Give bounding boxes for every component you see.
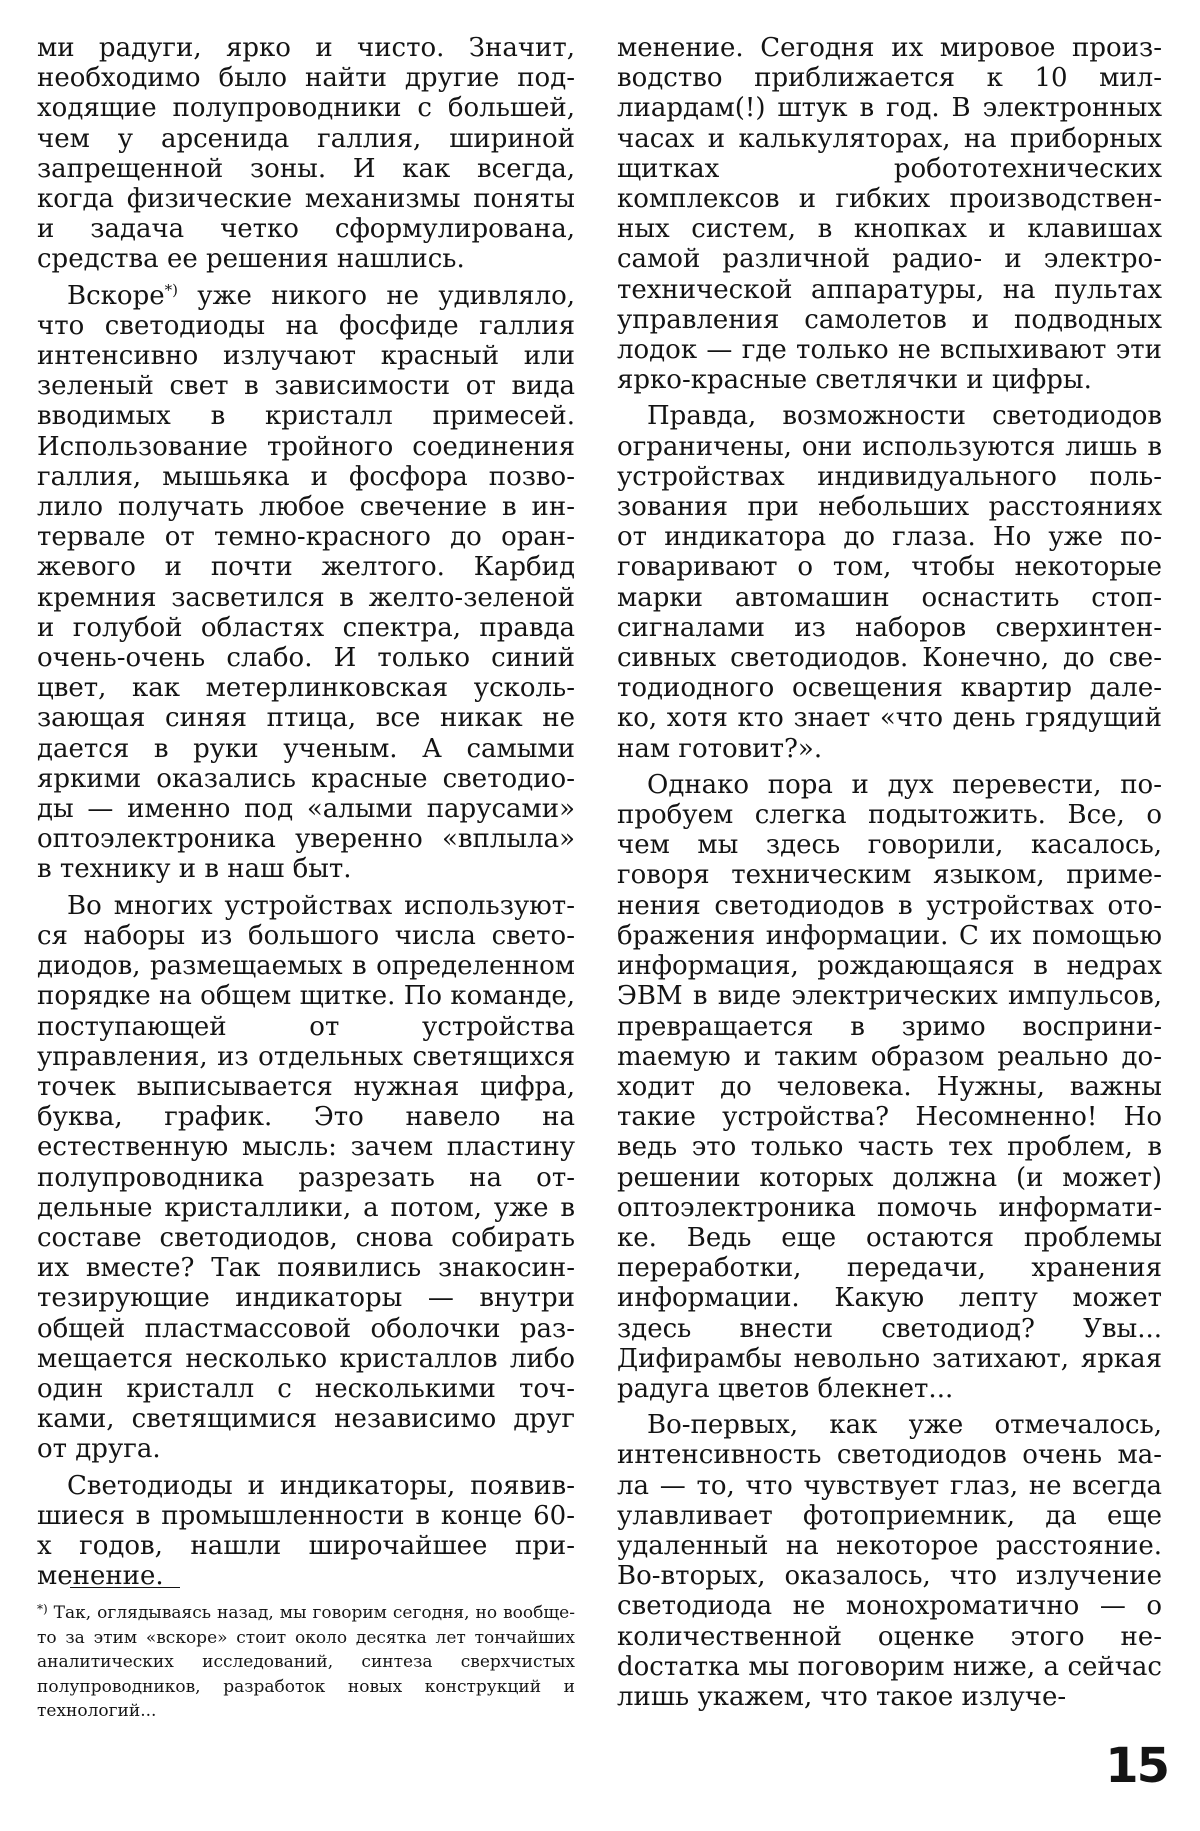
footnote-divider — [70, 1587, 180, 1588]
paragraph: Светодиоды и индикаторы, появившиеся в промышленности в конце 60-х годов, нашли широчайшее применение. — [37, 1470, 575, 1592]
paragraph: Во многих устройствах используются наборы из большого числа светодиодов, размещаемых в определенном порядке на общем щитке. По команде, поступающей от устройства управления, из отдельных светящихся точек выписывается нужная цифра, буква, график. Это навело на естественную мысль: зачем пластину полупроводника разрезать на отдельные кристаллики, а потом, уже в составе светодиодов, снова собирать их вместе? Так появились знакосинтезирующие индикаторы — внутри общей пластмассовой оболочки размещается несколько кристаллов либо один кристалл с несколькими точками, светящимися независимо друг от друга. — [37, 890, 575, 1465]
left-column — [37, 33, 575, 1597]
paragraph: Правда, возможности светодиодов ограничены, они используются лишь в устройствах индивидуального пользования при небольших расстояниях от индикатора до глаза. Но уже поговаривают о том, чтобы некоторые марки автомашин оснастить стоп-сигналами из наборов сверхинтенсивных светодиодов. Конечно, до светодиодного освещения квартир далеко, хотя кто знает «что день грядущий нам готовит?». — [617, 401, 1162, 764]
footnote-text: Так, оглядываясь назад, мы говорим сегодня, но вообще-то за этим «вскоре» стоит около десятка лет тончайших аналитических исследований, синтеза сверхчистых полупроводников, разработок новых конструкций и технологий... — [37, 1603, 575, 1721]
footnote — [37, 1597, 575, 1724]
right-column — [617, 33, 1162, 1718]
paragraph-rest: уже никого не удивляло, что светодиоды на фосфиде галлия интенсивно излучают красный или зеленый свет в зависимости от вида вводимых в кристалл примесей. Использование тройного соединения галлия, мышьяка и фосфора позволило получать любое свечение в интервале от темно-красного до оранжевого и почти желтого. Карбид кремния засветился в желто-зеленой и голубой областях спектра, правда очень-очень слабо. И только синий цвет, как метерлинковская ускользающая синяя птица, все никак не дается в руки ученым. А самыми яркими оказались красные светодиоды — именно под «алыми парусами» оптоэлектроника уверенно «вплыла» в технику и в наш быт. — [37, 280, 575, 885]
paragraph — [37, 281, 575, 885]
page-number: 15 — [1105, 1738, 1168, 1794]
footnote-mark: *) — [37, 1602, 48, 1616]
paragraph: менение. Сегодня их мировое производство приближается к 10 миллиардам(!) штук в год. В электронных часах и калькуляторах, на приборных щитках робототехнических комплексов и гибких производственных систем, в кнопках и клавишах самой различной радио- и электротехнической аппаратуры, на пультах управления самолетов и подводных лодок — где только не вспыхивают эти ярко-красные светлячки и цифры. — [617, 33, 1162, 396]
paragraph: Однако пора и дух перевести, попробуем слегка подытожить. Все, о чем мы здесь говорили, касалось, говоря техническим языком, применения светодиодов в устройствах отображения информации. С их помощью информация, рождающаяся в недрах ЭВМ в виде электрических импульсов, превращается в зримо восприниmаемую и таким образом реально доходит до человека. Нужны, важны такие устройства? Несомненно! Но ведь это только часть тех проблем, в решении которых должна (и может) оптоэлектроника помочь информатике. Ведь еще остаются проблемы переработки, передачи, хранения информации. Какую лепту может здесь внести светодиод? Увы... Дифирамбы невольно затихают, яркая радуга цветов блекнет... — [617, 769, 1162, 1404]
paragraph-start: Вскоре — [67, 280, 165, 311]
paragraph: Во-первых, как уже отмечалось, интенсивность светодиодов очень мала — то, что чувствует глаз, не всегда улавливает фотоприемник, да еще удаленный на некоторое расстояние. Во-вторых, оказалось, что излучение светодиода не монохроматично — о количественной оценке этого неdостатка мы поговорим ниже, а сейчас лишь укажем, что такое излуче- — [617, 1410, 1162, 1712]
paragraph: ми радуги, ярко и чисто. Значит, необходимо было найти другие подходящие полупроводники с большей, чем у арсенида галлия, шириной запрещенной зоны. И как всегда, когда физические механизмы поняты и задача четко сформулирована, средства ее решения нашлись. — [37, 33, 575, 275]
footnote-reference: *) — [164, 280, 178, 299]
